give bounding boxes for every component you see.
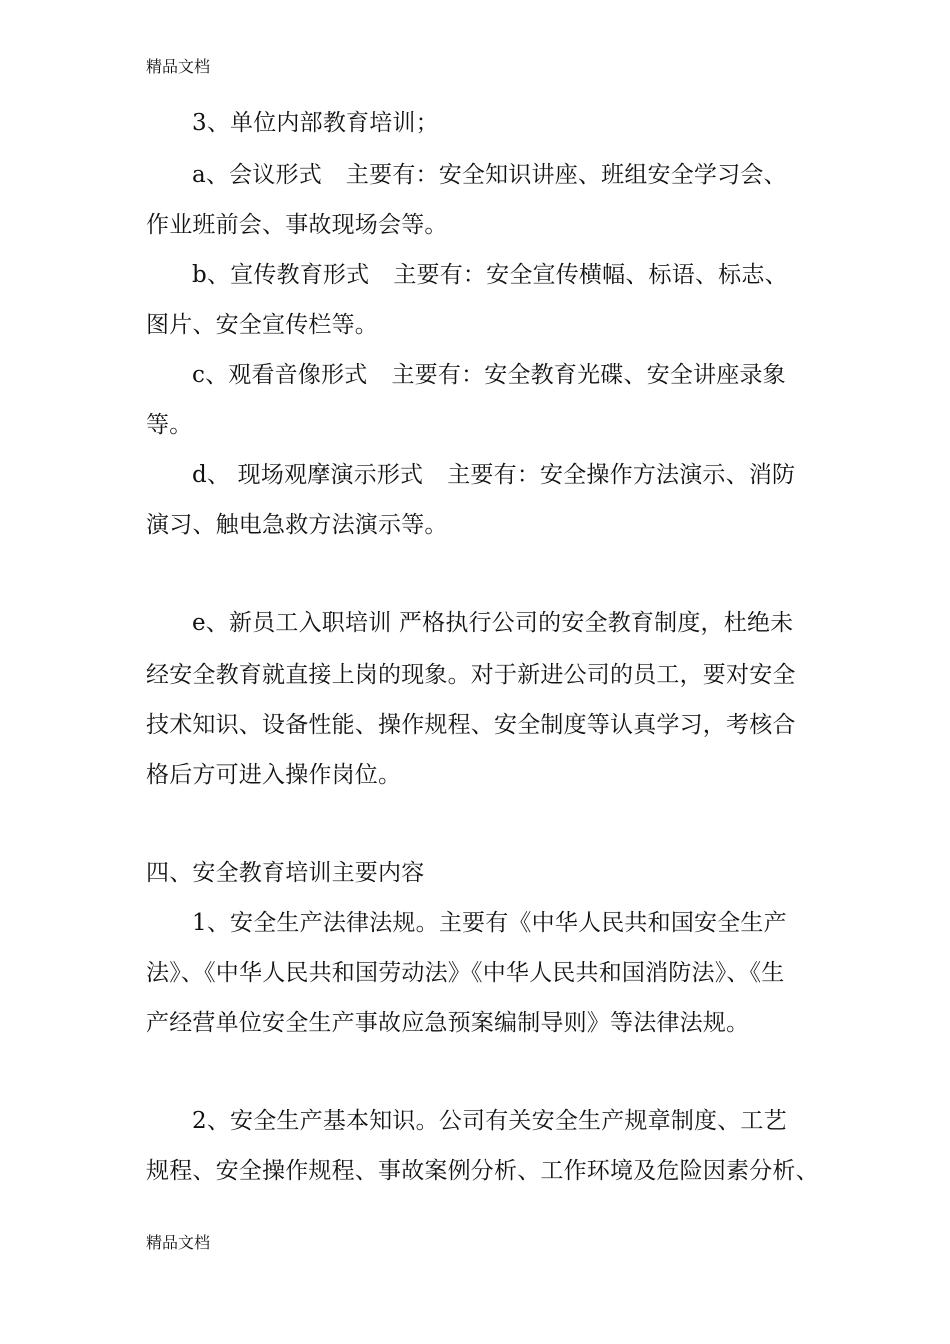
item-c-text: 主要有：安全教育光碟、安全讲座录象 [391, 362, 786, 388]
item-b-line-1 [192, 256, 788, 289]
section-4-heading: 四、安全教育培训主要内容 [146, 860, 425, 886]
item-c-line-2: 等。 [146, 412, 193, 438]
item-d-line-2: 演习、触电急救方法演示等。 [146, 512, 448, 538]
item-d-label: d、 现场观摩演示形式 [192, 462, 424, 488]
item-b-text: 主要有：安全宣传横幅、标语、标志、 [393, 262, 788, 288]
item-a-label: a、会议形式 [192, 162, 322, 188]
item-e-line-1: e、新员工入职培训 严格执行公司的安全教育制度，杜绝未 [192, 610, 794, 636]
content-2-line-1: 2、安全生产基本知识。公司有关安全生产规章制度、工艺 [192, 1108, 787, 1134]
item-a-line-1 [192, 156, 787, 189]
item-a-line-2: 作业班前会、事故现场会等。 [146, 212, 448, 238]
item-c-label: c、观看音像形式 [192, 362, 368, 388]
item-c-line-1 [192, 356, 786, 389]
section-item-3-heading: 3、单位内部教育培训； [192, 110, 439, 136]
page-header: 精品文档 [146, 57, 211, 76]
item-a-text: 主要有：安全知识讲座、班组安全学习会、 [345, 162, 787, 188]
item-d-text: 主要有：安全操作方法演示、消防 [447, 462, 796, 488]
content-1-line-1: 1、安全生产法律法规。主要有《中华人民共和国安全生产 [192, 910, 787, 936]
content-2-line-2: 规程、安全操作规程、事故案例分析、工作环境及危险因素分析、 [146, 1158, 819, 1184]
item-e-line-4: 格后方可进入操作岗位。 [146, 762, 402, 788]
item-e-line-3: 技术知识、设备性能、操作规程、安全制度等认真学习，考核合 [146, 712, 796, 738]
item-b-label: b、宣传教育形式 [192, 262, 370, 288]
item-b-line-2: 图片、安全宣传栏等。 [146, 312, 378, 338]
item-d-line-1 [192, 456, 795, 489]
page-footer: 精品文档 [146, 1233, 211, 1252]
content-1-line-2: 法》、《中华人民共和国劳动法》《中华人民共和国消防法》、《生 [146, 960, 785, 986]
content-1-line-3: 产经营单位安全生产事故应急预案编制导则》等法律法规。 [146, 1010, 750, 1036]
item-e-line-2: 经安全教育就直接上岗的现象。对于新进公司的员工，要对安全 [146, 662, 796, 688]
